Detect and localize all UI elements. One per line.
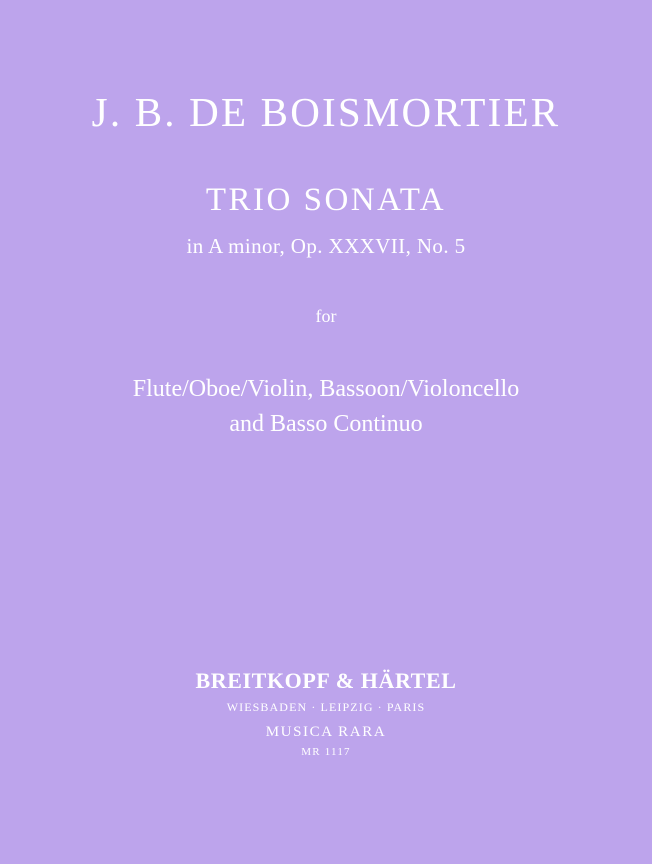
publisher-cities: WIESBADEN · LEIPZIG · PARIS (226, 700, 426, 714)
imprint-name: MUSICA RARA (265, 724, 387, 740)
publisher-name: BREITKOPF & HÄRTEL (195, 668, 457, 693)
work-subtitle: in A minor, Op. XXXVII, No. 5 (186, 234, 466, 258)
instrumentation (0, 372, 652, 442)
instrumentation-line-1: Flute/Oboe/Violin, Bassoon/Violoncello (132, 376, 520, 402)
work-title: TRIO SONATA (205, 182, 447, 218)
plate-number: MR 1117 (301, 746, 351, 758)
composer-name: J. B. DE BOISMORTIER (91, 89, 561, 135)
instrumentation-line-2: and Basso Continuo (229, 410, 423, 437)
for-label: for (315, 306, 337, 326)
publisher-block (0, 668, 652, 758)
